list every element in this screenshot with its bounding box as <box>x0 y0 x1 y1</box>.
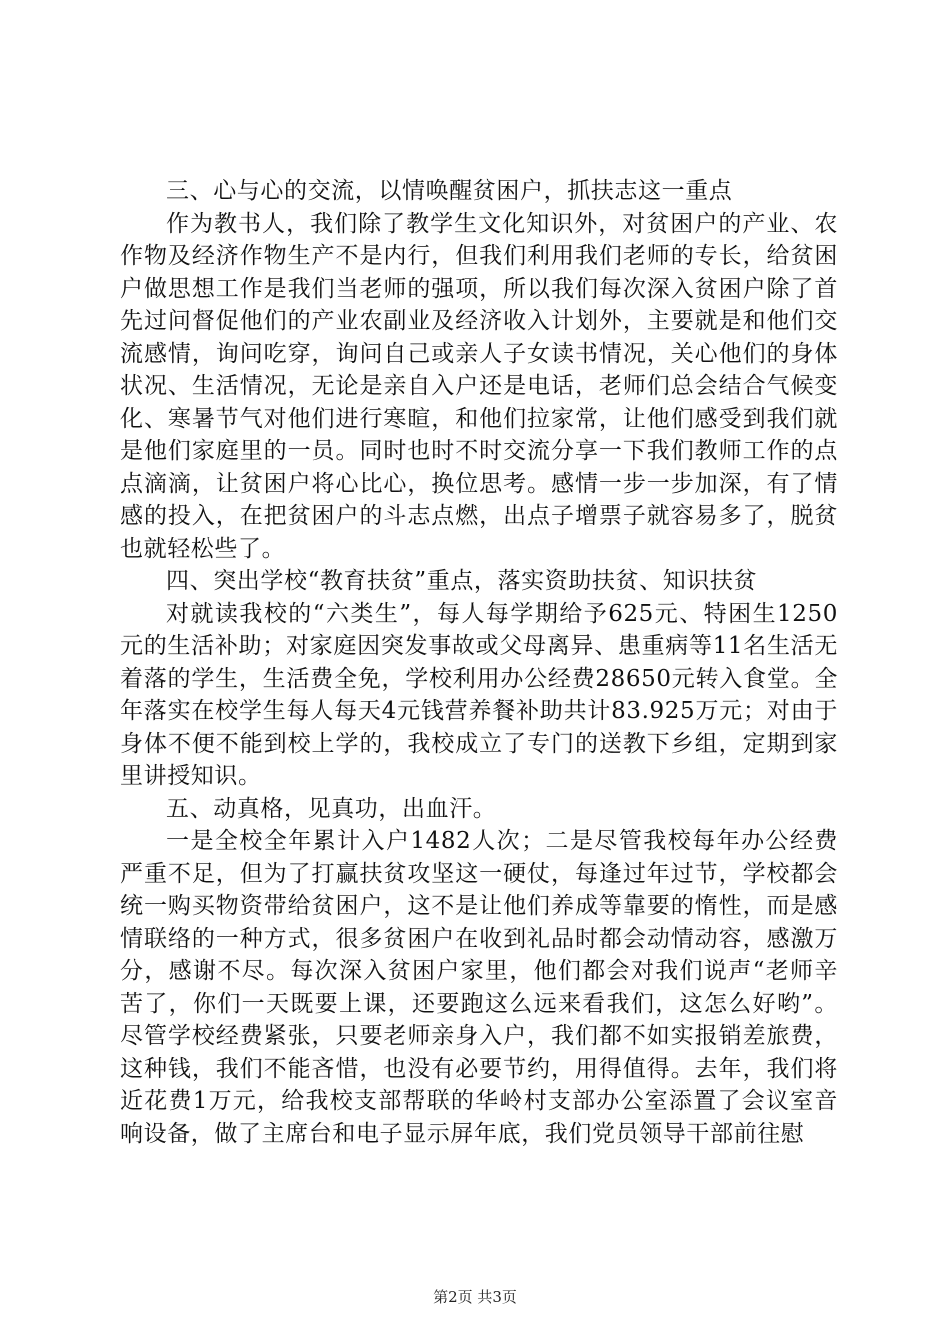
document-body <box>120 175 838 1150</box>
page-number-footer: 第2页 共3页 <box>433 1288 517 1306</box>
body-paragraph-5: 一是全校全年累计入户1482人次；二是尽管我校每年办公经费严重不足，但为了打赢扶贫攻坚这一硬仗，每逢过年过节，学校都会统一购买物资带给贫困户，这不是让他们养成等靠要的惰性，而是感情联络的一种方式，很多贫困户在收到礼品时都会动情动容，感激万分，感谢不尽。每次深入贫困户家里，他们都会对我们说声“老师辛苦了，你们一天既要上课，还要跑这么远来看我们，这怎么好哟”。尽管学校经费紧张，只要老师亲身入户，我们都不如实报销差旅费，这种钱，我们不能吝惜，也没有必要节约，用得值得。去年，我们将近花费1万元，给我校支部帮联的华岭村支部办公室添置了会议室音响设备，做了主席台和电子显示屏年底，我们党员领导干部前往慰 <box>120 828 838 1147</box>
body-paragraph-3: 作为教书人，我们除了教学生文化知识外，对贫困户的产业、农作物及经济作物生产不是内行，但我们利用我们老师的专长，给贫困户做思想工作是我们当老师的强项，所以我们每次深入贫困户除了首先过问督促他们的产业农副业及经济收入计划外，主要就是和他们交流感情，询问吃穿，询问自己或亲人子女读书情况，关心他们的身体状况、生活情况，无论是亲自入户还是电话，老师们总会结合气候变化、寒暑节气对他们进行寒暄，和他们拉家常，让他们感受到我们就是他们家庭里的一员。同时也时不时交流分享一下我们教师工作的点点滴滴，让贫困户将心比心，换位思考。感情一步一步加深，有了情感的投入，在把贫困户的斗志点燃，出点子增票子就容易多了，脱贫也就轻松些了。 <box>120 210 838 562</box>
section-heading-3: 三、心与心的交流，以情唤醒贫困户，抓扶志这一重点 <box>166 178 733 204</box>
body-paragraph-4: 对就读我校的“六类生”，每人每学期给予625元、特困生1250元的生活补助；对家庭因突发事故或父母离异、患重病等11名生活无着落的学生，生活费全免，学校利用办公经费28650元转入食堂。全年落实在校学生每人每天4元钱营养餐补助共计83.925万元；对由于身体不便不能到校上学的，我校成立了专门的送教下乡组，定期到家里讲授知识。 <box>120 600 838 789</box>
section-heading-5: 五、动真格，见真功，出血汗。 <box>166 795 497 822</box>
section-heading-4: 四、突出学校“教育扶贫”重点，落实资助扶贫、知识扶贫 <box>166 568 758 594</box>
